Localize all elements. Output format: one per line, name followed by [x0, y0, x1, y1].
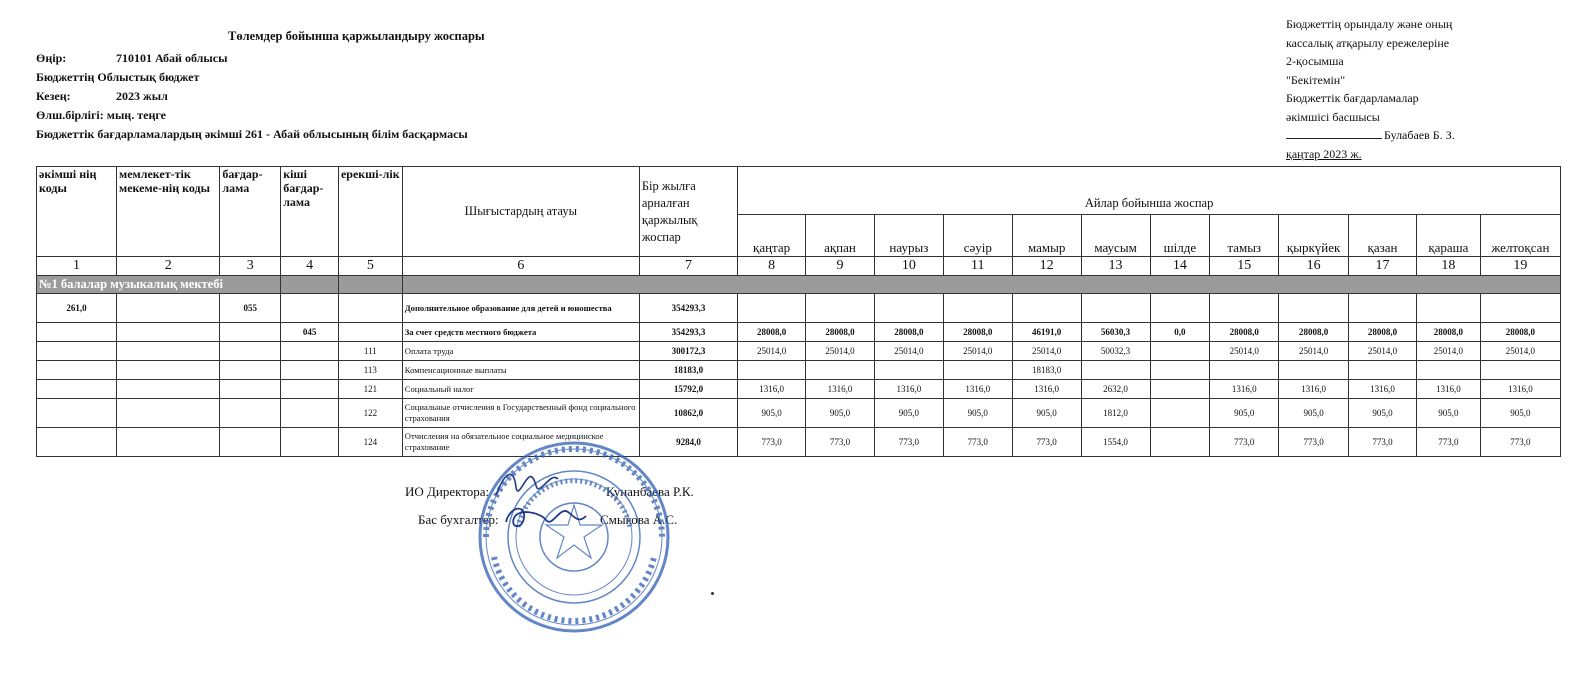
cell-program [220, 399, 281, 428]
cell-institution-code [117, 342, 220, 361]
meta-label: Өңір: [36, 51, 67, 65]
cell-institution-code [117, 323, 220, 342]
cell-subprogram [281, 428, 339, 457]
month-header: ақпан [806, 215, 875, 257]
column-number: 12 [1012, 257, 1081, 276]
cell-month-value [738, 294, 806, 323]
cell-month-value: 25014,0 [806, 342, 875, 361]
column-number: 10 [874, 257, 943, 276]
cell-program [220, 428, 281, 457]
table-row [37, 361, 1561, 380]
meta-label: Өлш.бірлігі: [36, 108, 104, 122]
cell-annual-plan: 10862,0 [639, 399, 737, 428]
cell-expense-name: Отчисления на обязательное социальное медицинское страхование [402, 428, 639, 457]
director-name: Кунанбаева Р.К. [606, 484, 694, 499]
cell-admin-code [37, 399, 117, 428]
cell-month-value: 905,0 [1210, 399, 1279, 428]
cell-expense-name: Дополнительное образование для детей и юношества [402, 294, 639, 323]
meta-value: мың. теңге [106, 108, 166, 122]
cell-expense-name: За счет средств местного бюджета [402, 323, 639, 342]
cell-program: 055 [220, 294, 281, 323]
cell-expense-name: Оплата труда [402, 342, 639, 361]
cell-program [220, 361, 281, 380]
cell-month-value [1416, 294, 1480, 323]
accountant-name: Смыкова А.С. [600, 512, 678, 527]
cell-month-value [943, 361, 1012, 380]
table-row [37, 294, 1561, 323]
cell-month-value: 1316,0 [1012, 380, 1081, 399]
cell-month-value: 905,0 [806, 399, 875, 428]
cell-annual-plan: 300172,3 [639, 342, 737, 361]
column-number: 7 [639, 257, 737, 276]
column-number: 4 [281, 257, 339, 276]
meta-region [36, 49, 468, 68]
month-header: желтоқсан [1480, 215, 1560, 257]
cell-month-value: 28008,0 [1210, 323, 1279, 342]
col-header-program: бағдар-лама [220, 167, 281, 257]
column-number: 9 [806, 257, 875, 276]
month-header: қаңтар [738, 215, 806, 257]
cell-program [220, 323, 281, 342]
cell-month-value: 28008,0 [1480, 323, 1560, 342]
cell-institution-code [117, 399, 220, 428]
meta-value: Облыстық бюджет [97, 70, 200, 84]
month-header: мамыр [1012, 215, 1081, 257]
document-meta [36, 49, 468, 144]
meta-unit [36, 106, 468, 125]
cell-admin-code [37, 342, 117, 361]
approval-line: әкімшісі басшысы [1286, 109, 1380, 124]
month-header: қараша [1416, 215, 1480, 257]
cell-month-value [1279, 294, 1349, 323]
cell-month-value: 773,0 [1012, 428, 1081, 457]
cell-month-value [1012, 294, 1081, 323]
cell-month-value [1150, 342, 1210, 361]
cell-subprogram [281, 361, 339, 380]
column-number: 2 [117, 257, 220, 276]
cell-month-value: 25014,0 [1416, 342, 1480, 361]
cell-month-value: 28008,0 [806, 323, 875, 342]
meta-label: Кезең: [36, 89, 71, 103]
column-number: 19 [1480, 257, 1560, 276]
section-cell [281, 276, 339, 294]
meta-value: 710101 Абай облысы [116, 51, 228, 65]
month-header: қыркүйек [1279, 215, 1349, 257]
cell-institution-code [117, 361, 220, 380]
cell-specifics [338, 323, 402, 342]
cell-month-value: 905,0 [1279, 399, 1349, 428]
cell-subprogram [281, 342, 339, 361]
cell-month-value: 28008,0 [874, 323, 943, 342]
col-header-annual: Бір жылға арналған қаржылық жоспар [639, 167, 737, 257]
meta-admin [36, 125, 468, 144]
cell-month-value [1150, 380, 1210, 399]
cell-month-value [1210, 294, 1279, 323]
cell-annual-plan: 15792,0 [639, 380, 737, 399]
month-header: маусым [1081, 215, 1150, 257]
approval-signature-line [1286, 126, 1455, 145]
cell-expense-name: Социальный налог [402, 380, 639, 399]
cell-specifics: 111 [338, 342, 402, 361]
cell-month-value [1150, 428, 1210, 457]
meta-label: Бюджеттің [36, 70, 95, 84]
month-header: сәуір [943, 215, 1012, 257]
cell-month-value: 1316,0 [806, 380, 875, 399]
cell-admin-code [37, 380, 117, 399]
cell-program [220, 380, 281, 399]
cell-month-value: 773,0 [1210, 428, 1279, 457]
col-header-subprogram: кіші бағдар-лама [281, 167, 339, 257]
cell-month-value [874, 361, 943, 380]
approval-line: Бюджеттің орындалу және оның [1286, 17, 1453, 31]
cell-annual-plan: 354293,3 [639, 323, 737, 342]
meta-value: 261 - Абай облысының білім басқармасы [245, 127, 468, 141]
section-row [37, 276, 1561, 294]
cell-month-value: 905,0 [1416, 399, 1480, 428]
column-number: 17 [1349, 257, 1417, 276]
cell-annual-plan: 9284,0 [639, 428, 737, 457]
column-number-row [37, 257, 1561, 276]
cell-month-value: 2632,0 [1081, 380, 1150, 399]
table-row [37, 428, 1561, 457]
approval-line: Бюджеттік бағдарламалар [1286, 91, 1419, 105]
cell-annual-plan: 354293,3 [639, 294, 737, 323]
cell-specifics: 124 [338, 428, 402, 457]
cell-month-value: 28008,0 [1416, 323, 1480, 342]
cell-month-value: 905,0 [874, 399, 943, 428]
cell-month-value: 56030,3 [1081, 323, 1150, 342]
cell-program [220, 342, 281, 361]
section-cell [338, 276, 402, 294]
cell-month-value: 773,0 [874, 428, 943, 457]
column-number: 1 [37, 257, 117, 276]
cell-month-value: 905,0 [1012, 399, 1081, 428]
cell-expense-name: Компенсационные выплаты [402, 361, 639, 380]
cell-month-value: 0,0 [1150, 323, 1210, 342]
cell-month-value [874, 294, 943, 323]
cell-month-value: 773,0 [1349, 428, 1417, 457]
cell-month-value: 1316,0 [1210, 380, 1279, 399]
cell-month-value: 25014,0 [1349, 342, 1417, 361]
cell-annual-plan: 18183,0 [639, 361, 737, 380]
col-header-specifics: ерекші-лік [338, 167, 402, 257]
cell-month-value [943, 294, 1012, 323]
cell-month-value: 1316,0 [738, 380, 806, 399]
cell-month-value: 25014,0 [943, 342, 1012, 361]
cell-institution-code [117, 294, 220, 323]
column-number: 15 [1210, 257, 1279, 276]
cell-month-value: 1316,0 [1416, 380, 1480, 399]
cell-admin-code [37, 361, 117, 380]
cell-month-value: 905,0 [1480, 399, 1560, 428]
cell-month-value: 25014,0 [1210, 342, 1279, 361]
table-row [37, 342, 1561, 361]
approval-block [1286, 15, 1455, 163]
cell-month-value [1210, 361, 1279, 380]
cell-month-value [806, 294, 875, 323]
scan-speck [711, 592, 714, 595]
column-number: 16 [1279, 257, 1349, 276]
cell-month-value: 773,0 [806, 428, 875, 457]
cell-expense-name: Социальные отчисления в Государственный фонд социального страхования [402, 399, 639, 428]
cell-month-value: 1316,0 [1480, 380, 1560, 399]
cell-month-value [1150, 399, 1210, 428]
cell-month-value [1081, 361, 1150, 380]
cell-month-value: 773,0 [738, 428, 806, 457]
accountant-signature [500, 498, 590, 534]
cell-month-value [738, 361, 806, 380]
month-header: қазан [1349, 215, 1417, 257]
cell-month-value: 25014,0 [738, 342, 806, 361]
cell-month-value [1279, 361, 1349, 380]
cell-month-value: 1812,0 [1081, 399, 1150, 428]
column-number: 11 [943, 257, 1012, 276]
approval-signer: Булабаев Б. З. [1384, 128, 1455, 142]
approval-line: кассалық атқарылу ережелеріне [1286, 35, 1450, 50]
col-header-admin-code: әкімші нің коды [37, 167, 117, 257]
cell-subprogram: 045 [281, 323, 339, 342]
table-row [37, 323, 1561, 342]
cell-month-value: 25014,0 [1480, 342, 1560, 361]
column-number: 5 [338, 257, 402, 276]
cell-month-value [806, 361, 875, 380]
cell-month-value [1150, 361, 1210, 380]
accountant-label: Бас бухгалтер: [418, 512, 499, 527]
cell-institution-code [117, 428, 220, 457]
approval-line: "Бекітемін" [1286, 72, 1346, 87]
cell-month-value [1349, 361, 1417, 380]
approval-date: қаңтар 2023 ж. [1286, 146, 1362, 161]
col-header-expense-name: Шығыстардың атауы [402, 167, 639, 257]
document-title: Төлемдер бойынша қаржыландыру жоспары [228, 29, 485, 43]
cell-admin-code [37, 428, 117, 457]
table-row [37, 380, 1561, 399]
cell-month-value: 905,0 [1349, 399, 1417, 428]
cell-month-value [1349, 294, 1417, 323]
cell-month-value: 773,0 [1279, 428, 1349, 457]
director-label: ИО Директора: [405, 484, 490, 499]
meta-value: 2023 жыл [116, 89, 168, 103]
cell-month-value: 905,0 [738, 399, 806, 428]
column-number: 3 [220, 257, 281, 276]
cell-month-value [1480, 294, 1560, 323]
cell-specifics: 113 [338, 361, 402, 380]
cell-month-value: 25014,0 [1279, 342, 1349, 361]
meta-label: Бюджеттік бағдарламалардың әкімші [36, 127, 243, 141]
cell-admin-code: 261,0 [37, 294, 117, 323]
month-header: шілде [1150, 215, 1210, 257]
header-row [37, 167, 1561, 215]
col-header-institution-code: мемлекет-тік мекеме-нің коды [117, 167, 220, 257]
cell-month-value: 25014,0 [1012, 342, 1081, 361]
cell-month-value: 773,0 [1480, 428, 1560, 457]
cell-month-value: 28008,0 [1279, 323, 1349, 342]
cell-month-value: 28008,0 [1349, 323, 1417, 342]
cell-specifics: 122 [338, 399, 402, 428]
col-header-months-caption: Айлар бойынша жоспар [738, 167, 1561, 215]
table-body [37, 294, 1561, 457]
cell-month-value: 28008,0 [943, 323, 1012, 342]
cell-month-value: 18183,0 [1012, 361, 1081, 380]
cell-month-value: 1316,0 [1279, 380, 1349, 399]
table-row [37, 399, 1561, 428]
cell-month-value: 773,0 [943, 428, 1012, 457]
cell-subprogram [281, 399, 339, 428]
cell-month-value [1081, 294, 1150, 323]
cell-month-value: 773,0 [1416, 428, 1480, 457]
month-header: тамыз [1210, 215, 1279, 257]
cell-admin-code [37, 323, 117, 342]
cell-month-value [1416, 361, 1480, 380]
month-header: наурыз [874, 215, 943, 257]
cell-month-value: 1554,0 [1081, 428, 1150, 457]
cell-institution-code [117, 380, 220, 399]
cell-month-value: 25014,0 [874, 342, 943, 361]
cell-month-value: 1316,0 [874, 380, 943, 399]
meta-period [36, 87, 468, 106]
cell-specifics: 121 [338, 380, 402, 399]
cell-month-value: 1316,0 [943, 380, 1012, 399]
column-number: 8 [738, 257, 806, 276]
cell-month-value [1480, 361, 1560, 380]
cell-subprogram [281, 380, 339, 399]
cell-specifics [338, 294, 402, 323]
cell-month-value: 28008,0 [738, 323, 806, 342]
cell-month-value [1150, 294, 1210, 323]
section-cell [402, 276, 1560, 294]
approval-line: 2-қосымша [1286, 54, 1344, 68]
cell-month-value: 1316,0 [1349, 380, 1417, 399]
financing-plan-table [36, 166, 1561, 457]
cell-month-value: 50032,3 [1081, 342, 1150, 361]
column-number: 18 [1416, 257, 1480, 276]
cell-month-value: 46191,0 [1012, 323, 1081, 342]
column-number: 13 [1081, 257, 1150, 276]
column-number: 14 [1150, 257, 1210, 276]
meta-budget [36, 68, 468, 87]
section-title: №1 балалар музыкалық мектебі [37, 276, 281, 294]
cell-month-value: 905,0 [943, 399, 1012, 428]
signature-blank [1286, 138, 1382, 139]
cell-subprogram [281, 294, 339, 323]
column-number: 6 [402, 257, 639, 276]
